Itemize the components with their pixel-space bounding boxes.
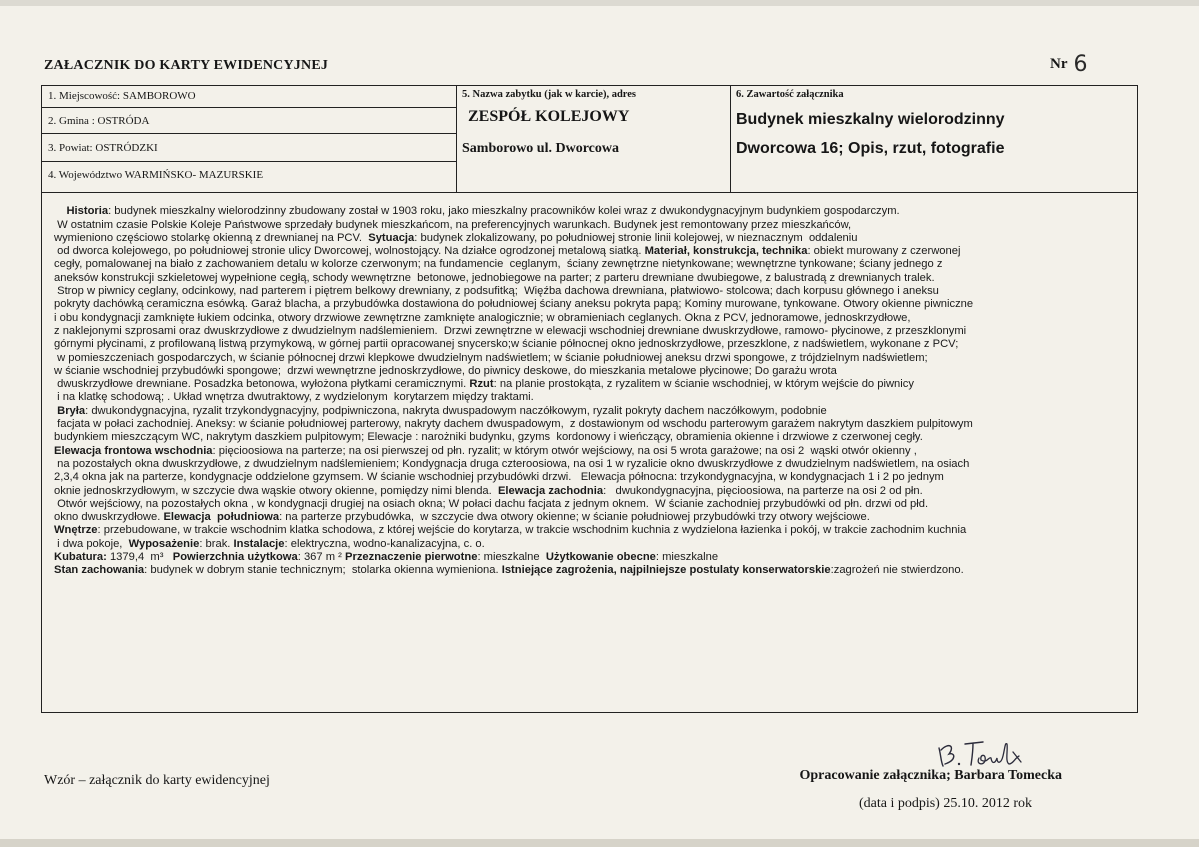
section-heading: Bryła [57,404,86,417]
section-text: : budynek w dobrym stanie technicznym; stolarka okienna wymieniona. [144,564,502,577]
row-divider [42,133,456,134]
section-text: : obiekt murowany z czerwonej cegły, pomalowanej na biało z zachowaniem detalu w kolorze czerwonym; na fundamencie ceglanym, ściany zewnętrzne nietynkowane; wewnętrzne tynkowane; ściany jednego z aneksów konstrukcji szkieletowej wypełnione cegłą, schody wewnętrzne betonowe, jednobiegowe na parter; z parteru drewniane dwubiegowe, z balustradą z drewnianych tralek. Strop w piwnicy ceglany, odcinkowy, nad parterem i piętrem belkowy drewniany, z podsufitką; Więźba dachowa drewniana, płatwiowo- stolcowa; dach korpusu głównego i aneksu pokryty dachówką ceramiczna esówką. Garaż blacha, a przybudówka dostawiona do południowej ściany aneksu pokryta papą; Kominy murowane, tynkowane. Otwory okienne piwniczne i obu kondygnacji zamknięte łukiem odcinka, otwory drzwiowe zewnętrzne zamknięte analogicznie; w obramieniach ceglanych. Okna z PCV, jednoramowe, jednoskrzydłowe, z naklejonymi szprosami oraz dwuskrzydłowe z dwudzielnym nadślemieniem. Drzwi zewnętrzne w elewacji wschodniej drewniane dwuskrzydłowe, ramowo- płycinowe, z przeszklonymi górnymi płycinami, z profilowaną listwą przymykową, w górnej partii opracowanej snycersko;w ścianie północnej okno jednoskrzydłowe, przeszklone, z nadświetlem, wykonane z PCV; w pomieszczeniach gospodarczych, w ścianie północnej drzwi klepkowe dwudzielnym nadświetlem; w ścianie południowej aneksu drzwi spongowe, z trójdzielnym nadświetlem; w ścianie wschodniej przybudówki spongowe; drzwi wewnętrzne jednoskrzydłowe, do piwnicy deskowe, do mieszkania metalowe płycinowe; Do garażu wrota dwuskrzydłowe drewniane. Posadzka betonowa, wyłożona płytkami ceramicznymi. [54,245,974,391]
section-text: 1379,4 m³ [106,551,173,564]
section-heading: Przeznaczenie pierwotne [345,551,478,564]
section-text: :zagrożeń nie stwierdzono. [830,564,964,577]
row-divider [42,107,456,108]
field-miejscowosc [48,90,196,102]
field-label: 4. Województwo [48,169,123,181]
row-divider [42,161,456,162]
prepared-by: Opracowanie załącznika; Barbara Tomecka [799,768,1062,783]
section-heading: Wnętrze [54,524,98,537]
section-text: : 367 m ² [297,551,345,564]
section-heading: Instalacje [233,537,285,550]
page-edge [0,839,1199,847]
section-text: : elektryczna, wodno-kanalizacyjna, c. o. [284,537,485,550]
section-heading: Użytkowanie obecne [545,551,656,564]
section-heading: Sytuacja [368,231,415,244]
field-wojewodztwo [48,169,263,181]
section-text: : pięcioosiowa na parterze; na osi pierwszej od płn. ryzalit; w którym otwór wejściowy, na osi 5 wrota garażowe; na osi 2 wąski otwór okienny , na pozostałych okna dwuskrzydłowe, z dwudzielnym nadślemieniem; Kondygnacja druga czteroosiowa, na osi 1 w ryzalicie okno dwuskrzydłowe z dwudzielnym nadświetlem, na osiach 2,3,4 okna jak na parterze, kondygnacje oddzielone gzymsem. W ścianie wschodniej przybudówki drzwi. Elewacja północna: trzykondygnacyjna, w kondygnacjach 1 i 2 po jednym oknie jednoskrzydłowym, w szczycie dwa wąskie otwory okienne, pomiędzy nimi blenda. [54,444,970,497]
field-value: WARMIŃSKO- MAZURSKIE [124,169,264,181]
section-text: : brak. [199,537,234,550]
section-heading: Historia [66,205,109,218]
handwritten-signature [935,734,1035,770]
monument-label: 5. Nazwa zabytku (jak w karcie), adres [462,89,637,100]
column-divider [730,86,731,192]
field-value: OSTRÓDZKI [95,142,158,154]
nr-label: Nr [1050,56,1068,72]
nr-value: 6 [1073,52,1088,77]
section-text: : mieszkalne [477,551,546,564]
monument-address: Samborowo ul. Dworcowa [462,141,619,156]
building-description [54,192,1136,591]
section-heading: Istniejące zagrożenia, najpilniejsze postulaty konserwatorskie [501,564,831,577]
content-line-1: Budynek mieszkalny wielorodzinny [736,111,1005,128]
section-heading: Rzut [469,378,494,391]
section-heading: Elewacja zachodnia [497,484,604,497]
page-edge [0,0,1199,6]
field-label: 3. Powiat: [48,142,93,154]
section-heading: Elewacja frontowa wschodnia [54,444,213,457]
section-text: : na planie prostokąta, z ryzalitem w ścianie wschodniej, w którym wejście do piwnicy i na klatkę schodową; . Układ wnętrza dwutraktowy, z wydzielonym korytarzem między traktami. [57,378,914,404]
section-heading: Wyposażenie [128,537,200,550]
footer-note: Wzór – załącznik do karty ewidencyjnej [44,773,270,788]
section-text: : na parterze przybudówka, w szczycie dwa otwory okienne; w ścianie południowej przybudówki trzy otwory wejściowe. [279,511,870,524]
section-heading: Powierzchnia użytkowa [172,551,298,564]
field-label: 1. Miejscowość: [48,90,121,102]
section-text: : budynek zlokalizowany, po południowej stronie linii kolejowej, w nieznacznym oddaleniu od dworca kolejowego, po południowej stronie ulicy Dworcowej, wolnostojący. Na działce ogrodzonej metalową siatką. [57,231,858,258]
field-value: SAMBOROWO [122,90,196,102]
field-label: 2. Gmina : [48,115,95,127]
section-heading: Kubatura: [54,551,107,564]
column-divider [456,86,457,192]
section-heading: Elewacja południowa [163,511,280,524]
section-heading: Materiał, konstrukcja, technika [644,245,808,258]
monument-name: ZESPÓŁ KOLEJOWY [468,108,630,125]
signature-date: (data i podpis) 25.10. 2012 rok [858,796,1032,811]
section-text: : dwukondygnacyjna, ryzalit trzykondygnacyjny, podpiwniczona, nakryta dwuspadowym naczółkowym, ryzalit pokryty dachem naczółkowym, podobnie facjata w połaci zachodniej. Aneksy: w ścianie południowej parterowy, nakryty dachem dwuspadowym, z dostawionym od wschodu parterowym garażem nakrytym daszkiem pulpitowym budynkiem mieszczącym WC, nakrytym daszkiem pulpitowym; Elewacje : narożniki budynku, gzyms kordonowy i wieńczący, obramienia okienne i drzwiowe z czerwonej cegły. [54,404,973,444]
content-line-2: Dworcowa 16; Opis, rzut, fotografie [736,140,1005,157]
section-text: : mieszkalne [655,551,719,564]
content-label: 6. Zawartość załącznika [736,89,844,100]
document-title: ZAŁACZNIK DO KARTY EWIDENCYJNEJ [44,58,329,73]
section-text: : dwukondygnacyjna, pięcioosiowa, na parterze na osi 2 od płn. Otwór wejściowy, na pozostałych okna , w kondygnacji drugiej na osiach okna; W połaci dachu facjata z jednym oknem. W ścianie zachodniej przybudówki od płn. drzwi od płd. okno dwuskrzydłowe. [54,484,929,524]
attachment-number [1050,52,1088,77]
field-gmina [48,115,149,127]
section-text: : budynek mieszkalny wielorodzinny zbudowany został w 1903 roku, jako mieszkalny pracowników kolei wraz z dwukondygnacyjnym budynkiem gospodarczym. W ostatnim czasie Polskie Koleje Państwowe sprzedały budynek mieszkańcom, na preferencyjnych warunkach. Budynek jest remontowany przez mieszkańców, wymieniono częściowo stolarkę okienną z drewnianej na PCV. [54,205,900,244]
field-powiat [48,142,158,154]
field-value: OSTRÓDA [97,115,150,127]
section-text: : przebudowane, w trakcie wschodnim klatka schodowa, z której wejście do korytarza, w trakcie wschodnim kuchnia z wydzielona łazienka i pokój, w trakcie zachodnim kuchnia i dwa pokoje, [57,524,967,550]
section-heading: Stan zachowania [54,564,145,577]
